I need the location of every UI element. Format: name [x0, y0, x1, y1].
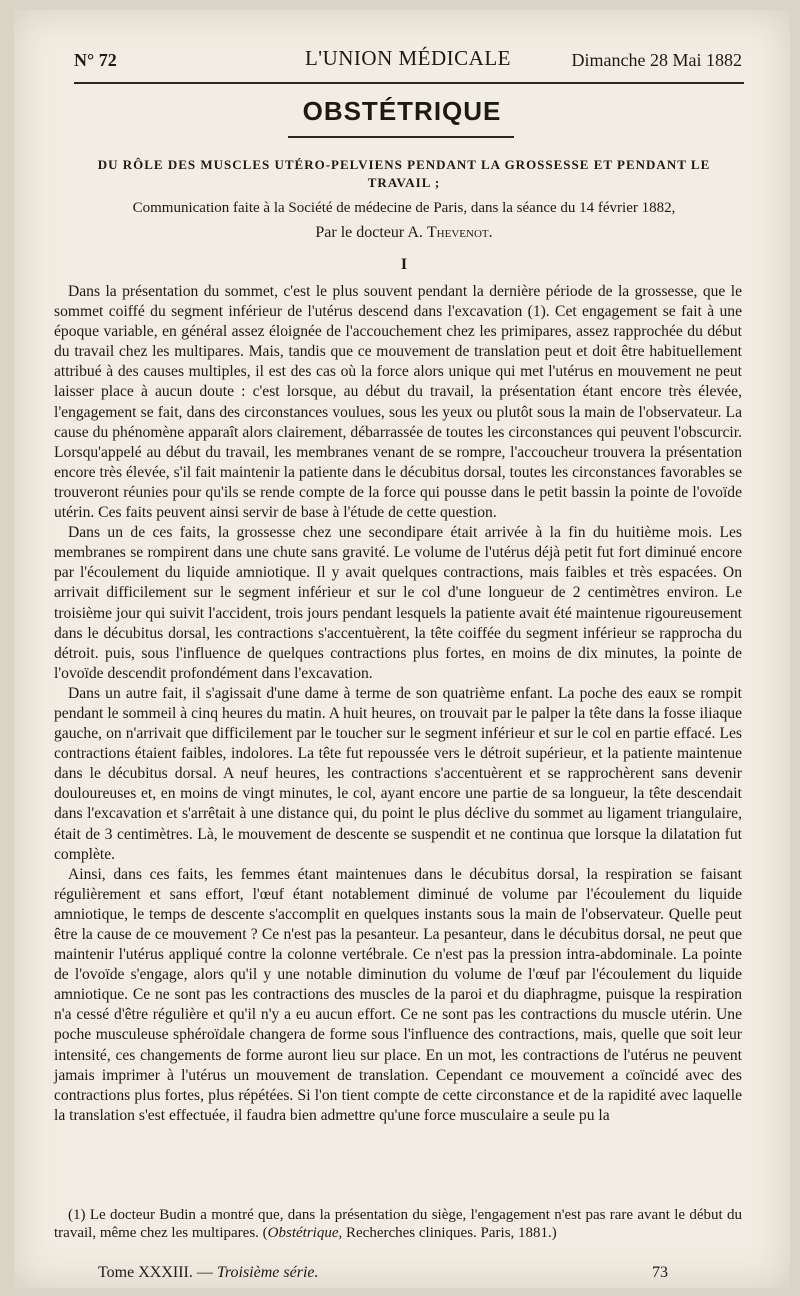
footnote-text-after: , Recherches cliniques. Paris, 1881.)	[338, 1225, 557, 1241]
communication-line: Communication faite à la Société de médecine de Paris, dans la séance du 14 février 1882,	[132, 200, 676, 216]
issue-date: Dimanche 28 Mai 1882	[571, 50, 742, 70]
part-numeral: I	[400, 256, 408, 273]
paragraph: Dans un de ces faits, la grossesse chez une secondipare était arrivée à la fin du huitième mois. Les membranes se rompirent dans une chute sans gravité. Le volume de l'utérus déjà petit fut fort diminué encore par l'écoulement du liquide amniotique. Il y avait quelques contractions, mais faibles et très espacées. On arrivait difficilement sur le segment inférieur et sur le col d'une longueur de 2 centimètres environ. Le troisième jour qui suivit l'accident, trois jours pendant lesquels la patiente avait été maintenue rigoureusement dans le décubitus dorsal, les contractions s'accentuèrent, la tête coiffée du segment inférieur se rapprocha du détroit. puis, sous l'influence de quelques contractions plus fortes, en moins de dix minutes, la pointe de l'ovoïde descendit profondément dans l'excavation.	[54, 524, 742, 682]
paragraph: Dans la présentation du sommet, c'est le plus souvent pendant la dernière période de la grossesse, que le sommet coiffé du segment inférieur de l'utérus descend dans l'excavation (1). Cet engagement se fait à une époque variable, en général assez éloignée de l'accouchement chez les primipares, assez rapprochée du début du travail chez les multipares. Mais, tandis que ce mouvement de translation peut et doit être habituellement attribué à des causes multiples, il est des cas où la force alors unique qui met l'utérus en mouvement ne peut laisser place à aucun doute : c'est lorsque, au début du travail, la présentation étant encore très élevée, l'engagement se fait, dans des circonstances voulues, sous les yeux ou plutôt sous la main de l'observateur. La cause du phénomène apparaît alors clairement, débarrassée de toutes les circonstances qui peuvent l'obscurcir. Lorsqu'appelé au début du travail, les membranes venant de se rompre, l'accoucheur trouvera la présentation encore très élevée, s'il fait maintenir la patiente dans le décubitus dorsal, toutes les circonstances favorables se trouveront réunies pour qu'ils se rende compte de la force qui pousse dans le petit bassin la pointe de l'ovoïde utérin. Ces faits peuvent ainsi servir de base à l'étude de cette question.	[54, 283, 742, 522]
page-number: 73	[652, 1264, 668, 1281]
footnote-text	[54, 1206, 742, 1242]
article-body	[54, 282, 742, 1126]
page-footer	[98, 1264, 668, 1282]
running-header	[74, 44, 742, 74]
article-title: DU RÔLE DES MUSCLES UTÉRO-PELVIENS PENDANT LA GROSSESSE ET PENDANT LE TRAVAIL ;	[97, 157, 711, 190]
author-name: Thevenot.	[426, 224, 493, 241]
paragraph: Ainsi, dans ces faits, les femmes étant maintenues dans le décubitus dorsal, la respiration se faisant régulièrement et sans effort, l'œuf étant notablement diminué de volume par l'écoulement du liquide amniotique, le temps de descente s'accomplit en quelques instants sous la main de l'observateur. Quelle peut être la cause de ce mouvement ? Ce n'est pas la pesanteur. La pesanteur, dans le décubitus dorsal, ne peut que maintenir l'utérus appliqué contre la colonne vertébrale. Ce n'est pas la pression intra-abdominale. La pointe de l'ovoïde s'engage, alors qu'il y une notable diminution du volume de l'œuf par l'écoulement du liquide amniotique. Ce ne sont pas les contractions des muscles de la paroi et du diaphragme, puisque la respiration n'a cessé d'être régulière et qu'il n'y a eu aucun effort. Ce ne sont pas les contractions du muscle utérin. Une poche musculeuse sphéroïdale changera de forme sous l'influence des contractions, mais, quelle que soit leur intensité, ces changements de forme auront lieu sur place. En un mot, les contractions de l'utérus ne peuvent jamais imprimer à l'utérus un mouvement de translation. Cependant ce mouvement a coïncidé avec des contractions plus fortes, plus répétées. Si l'on tient compte de cette circonstance et de la rapidité avec laquelle la translation s'est effectuée, il faudra bien admettre qu'une force musculaire a seule pu la	[54, 865, 742, 1124]
issue-number: N° 72	[74, 50, 117, 70]
footnote-text-before: (1) Le docteur Budin a montré que, dans la présentation du siège, l'engagement n'est pas rare avant le début du travail, même chez les multipares. (	[54, 1207, 742, 1241]
footnote	[54, 1206, 742, 1242]
header-rule	[74, 82, 744, 84]
series-label: Troisième série.	[216, 1264, 319, 1281]
section-title: OBSTÉTRIQUE	[302, 96, 502, 126]
tome-label: Tome XXXIII. —	[98, 1264, 217, 1281]
author-line	[74, 224, 734, 242]
section-rule	[288, 136, 514, 138]
journal-title: L'UNION MÉDICALE	[304, 46, 511, 70]
journal-page	[14, 10, 790, 1288]
author-prefix: Par le docteur A.	[315, 224, 427, 241]
footnote-italic: Obstétrique	[267, 1225, 339, 1241]
paragraph: Dans un autre fait, il s'agissait d'une dame à terme de son quatrième enfant. La poche des eaux se rompit pendant le sommeil à cinq heures du matin. A huit heures, on trouvait par le palper la tête dans la fosse iliaque gauche, on n'arrivait que difficilement par le toucher sur le segment inférieur et sur le col en partie effacé. Les contractions étaient faibles, indolores. La tête fut repoussée vers le détroit supérieur, et la patiente maintenue dans le décubitus dorsal. A neuf heures, les contractions s'accentuèrent et se rapprochèrent sans devenir douloureuses et, en moins de vingt minutes, le col, ayant encore une partie de sa longueur, la tête descendait dans l'excavation et s'arrêtait à une distance qui, du point le plus déclive du sommet au ligament triangulaire, était de 3 centimètres. Là, le mouvement de descente se suspendit et ne continua que lorsque la dilatation fut complète.	[54, 684, 742, 863]
